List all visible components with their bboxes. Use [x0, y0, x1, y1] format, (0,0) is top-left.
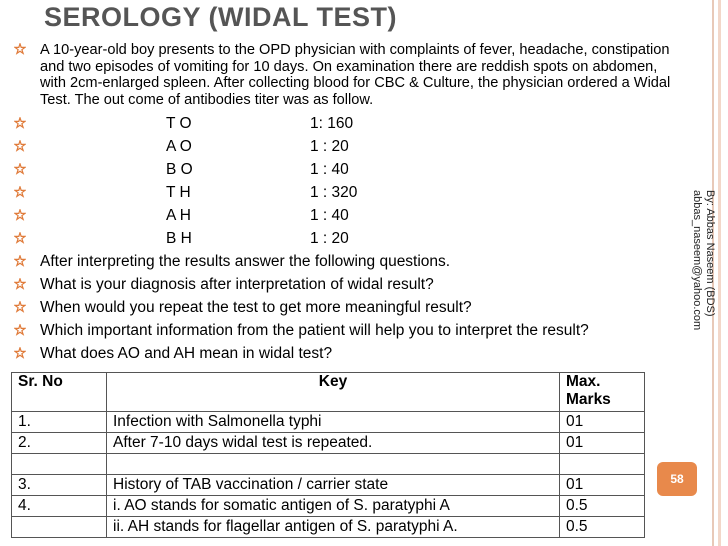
titer-row	[14, 112, 674, 135]
titer-value: 1 : 320	[310, 184, 358, 201]
titer-row	[14, 181, 674, 204]
bullet-icon	[14, 347, 26, 359]
question-item	[14, 342, 674, 365]
question-item	[14, 319, 674, 342]
table-spacer-row	[12, 454, 645, 475]
slide-title: SEROLOGY (WIDAL TEST)	[44, 2, 398, 32]
slide-content	[14, 42, 674, 365]
bullet-icon	[14, 232, 26, 244]
bullet-icon	[14, 301, 26, 313]
answer-key-table	[11, 372, 645, 538]
row-sr: 3.	[12, 475, 107, 496]
table-row	[12, 517, 645, 538]
bullet-icon	[14, 278, 26, 290]
bullet-icon	[14, 255, 26, 267]
question-text: What does AO and AH mean in widal test?	[40, 345, 333, 362]
table-row	[12, 412, 645, 433]
row-marks: 0.5	[560, 517, 645, 538]
titer-row	[14, 158, 674, 181]
titer-antigen: T O	[166, 115, 192, 132]
titer-antigen: A H	[166, 207, 191, 224]
header-sr-no: Sr. No	[12, 373, 107, 412]
case-paragraph	[14, 42, 674, 108]
question-item	[14, 250, 674, 273]
bullet-icon	[14, 324, 26, 336]
titer-value: 1 : 20	[310, 230, 349, 247]
question-item	[14, 273, 674, 296]
row-key: Infection with Salmonella typhi	[107, 412, 560, 433]
titer-value: 1 : 40	[310, 161, 349, 178]
table-row	[12, 475, 645, 496]
row-marks: 01	[560, 475, 645, 496]
page-number-badge: 58	[657, 462, 697, 496]
case-text: A 10-year-old boy presents to the OPD physician with complaints of fever, headache, constipation and two episodes of vomiting for 10 days. On examination there are reddish spots on abdomen, with 2cm-enlarged spleen. After collecting blood for CBC & Culture, the physician ordered a Widal Test. The out come of antibodies titer was as follow.	[40, 42, 671, 108]
row-key: After 7-10 days widal test is repeated.	[107, 433, 560, 454]
header-max-marks: Max. Marks	[560, 373, 645, 412]
titer-value: 1 : 20	[310, 138, 349, 155]
author-email: abbas_naseem@yahoo.com	[691, 190, 703, 331]
bullet-icon	[14, 163, 26, 175]
bullet-icon	[14, 186, 26, 198]
titer-antigen: A O	[166, 138, 192, 155]
row-sr: 4.	[12, 496, 107, 517]
question-text: What is your diagnosis after interpretation of widal result?	[40, 276, 434, 293]
titer-row	[14, 135, 674, 158]
row-marks: 01	[560, 412, 645, 433]
row-sr: 2.	[12, 433, 107, 454]
bullet-icon	[14, 140, 26, 152]
row-key: i. AO stands for somatic antigen of S. paratyphi A	[107, 496, 560, 517]
row-sr: 1.	[12, 412, 107, 433]
author-name: By: Abbas Naseem (BDS)	[704, 190, 716, 317]
bullet-icon	[14, 209, 26, 221]
question-text: When would you repeat the test to get more meaningful result?	[40, 299, 472, 316]
row-marks: 01	[560, 433, 645, 454]
bullet-icon	[14, 43, 26, 55]
table-header-row	[12, 373, 645, 412]
question-item	[14, 296, 674, 319]
titer-antigen: B O	[166, 161, 193, 178]
table-row	[12, 433, 645, 454]
header-key: Key	[107, 373, 560, 412]
titer-value: 1: 160	[310, 115, 354, 132]
titer-value: 1 : 40	[310, 207, 349, 224]
table-row	[12, 496, 645, 517]
author-credit	[690, 190, 716, 330]
row-key: History of TAB vaccination / carrier state	[107, 475, 560, 496]
bullet-icon	[14, 117, 26, 129]
row-key: ii. AH stands for flagellar antigen of S. paratyphi A.	[107, 517, 560, 538]
row-marks: 0.5	[560, 496, 645, 517]
titer-antigen: T H	[166, 184, 191, 201]
titer-row	[14, 227, 674, 250]
titer-row	[14, 204, 674, 227]
titer-antigen: B H	[166, 230, 192, 247]
question-text: Which important information from the patient will help you to interpret the result?	[40, 322, 589, 339]
row-sr	[12, 517, 107, 538]
question-text: After interpreting the results answer the following questions.	[40, 253, 451, 270]
